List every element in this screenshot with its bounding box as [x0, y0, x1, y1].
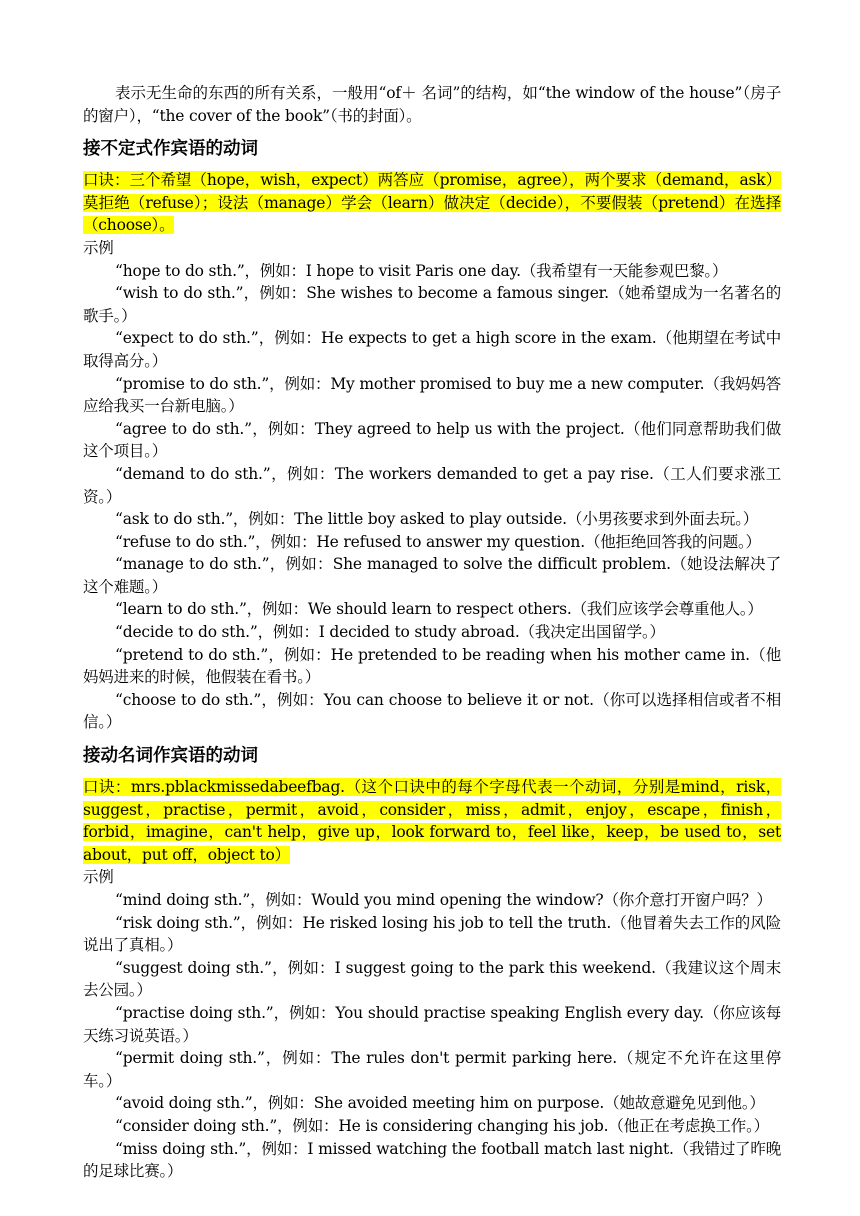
example-item: “pretend to do sth.”，例如：He pretended to be reading when his mother came in.（他妈妈进来的时候，他假装在看书。）	[83, 645, 781, 687]
example-item: “agree to do sth.”，例如：They agreed to help us with the project.（他们同意帮助我们做这个项目。）	[83, 419, 781, 461]
example-item: “refuse to do sth.”，例如：He refused to answer my question.（他拒绝回答我的问题。）	[115, 532, 761, 551]
example-item: “avoid doing sth.”，例如：She avoided meeting him on purpose.（她故意避免见到他。）	[115, 1094, 765, 1113]
document-content	[83, 82, 781, 1183]
example-item: “risk doing sth.”，例如：He risked losing his job to tell the truth.（他冒着失去工作的风险说出了真相。）	[83, 913, 781, 955]
example-item: “expect to do sth.”，例如：He expects to get a high score in the exam.（他期望在考试中取得高分。）	[83, 329, 781, 370]
example-item: “mind doing sth.”，例如：Would you mind opening the window?（你介意打开窗户吗？）	[115, 891, 772, 909]
mnemonic-gerund	[83, 776, 781, 866]
highlighted-mnemonic: 口诀：mrs.pblackmissedabeefbag.（这个口诀中的每个字母代表一个动词，分别是mind，risk，suggest，practise，permit，avoid，consider，miss，admit，enjoy，escape，finish，forbid，imagine，can't help，give up，look forward to，feel like，keep，be used to，set about，put off，object to）	[83, 778, 781, 864]
example-item: “consider doing sth.”，例如：He is considering changing his job.（他正在考虑换工作。）	[115, 1116, 769, 1135]
example-item: “manage to do sth.”，例如：She managed to solve the difficult problem.（她设法解决了这个难题。）	[83, 555, 781, 596]
mnemonic-infinitive	[83, 169, 781, 237]
example-label: 示例	[83, 238, 114, 257]
example-item: “suggest doing sth.”，例如：I suggest going to the park this weekend.（我建议这个周末去公园。）	[83, 958, 781, 1000]
highlighted-mnemonic: 口诀：三个希望（hope，wish，expect）两答应（promise，agree），两个要求（demand，ask）莫拒绝（refuse）；设法（manage）学会（learn）做决定（decide），不要假装（pretend）在选择（choose）。	[83, 171, 781, 235]
example-item: “learn to do sth.”，例如：We should learn to respect others.（我们应该学会尊重他人。）	[115, 600, 763, 619]
example-item: “hope to do sth.”，例如：I hope to visit Paris one day.（我希望有一天能参观巴黎。）	[115, 261, 728, 280]
section-heading-gerund: 接动名词作宾语的动词	[83, 746, 258, 767]
section-heading-infinitive: 接不定式作宾语的动词	[83, 139, 258, 160]
example-item: “promise to do sth.”，例如：My mother promised to buy me a new computer.（我妈妈答应给我买一台新电脑。）	[83, 374, 781, 416]
example-item: “demand to do sth.”，例如：The workers demanded to get a pay rise.（工人们要求涨工资。）	[83, 464, 781, 506]
example-item: “choose to do sth.”，例如：You can choose to believe it or not.（你可以选择相信或者不相信。）	[83, 690, 781, 732]
example-item: “permit doing sth.”，例如：The rules don't permit parking here.（规定不允许在这里停车。）	[83, 1049, 781, 1090]
example-item: “practise doing sth.”，例如：You should practise speaking English every day.（你应该每天练习说英语。）	[83, 1003, 781, 1045]
example-item: “decide to do sth.”，例如：I decided to study abroad.（我决定出国留学。）	[115, 623, 665, 642]
example-item: “miss doing sth.”，例如：I missed watching the football match last night.（我错过了昨晚的足球比赛。）	[83, 1139, 781, 1181]
example-label: 示例	[83, 868, 114, 887]
intro-paragraph: 表示无生命的东西的所有关系，一般用“of＋ 名词”的结构，如“the window of the house”（房子的窗户），“the cover of the book”（书的封面）。	[83, 84, 781, 125]
example-item: “wish to do sth.”，例如：She wishes to become a famous singer.（她希望成为一名著名的歌手。）	[83, 284, 781, 325]
example-item: “ask to do sth.”，例如：The little boy asked to play outside.（小男孩要求到外面去玩。）	[115, 510, 759, 529]
